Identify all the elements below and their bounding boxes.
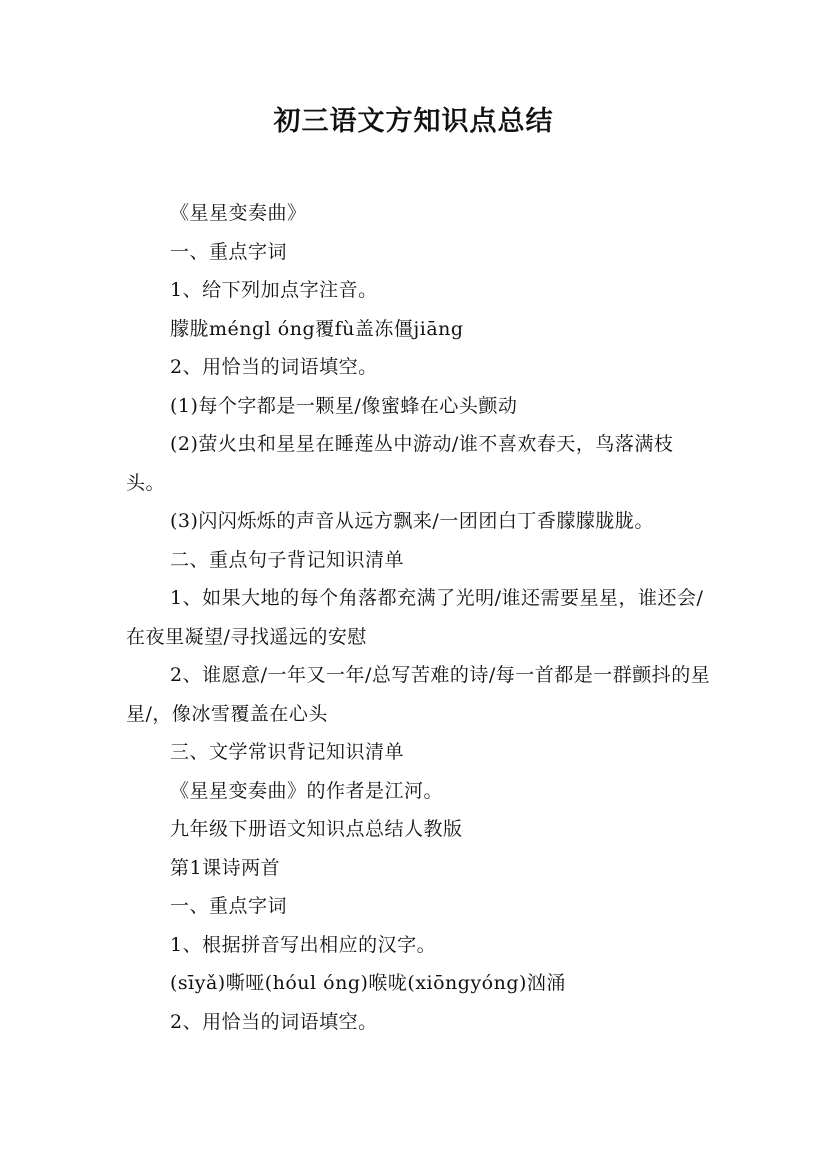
paragraph: 《星星变奏曲》的作者是江河。: [170, 779, 444, 802]
paragraph: 1、如果大地的每个角落都充满了光明/谁还需要星星，谁还会/在夜里凝望/寻找遥远的安慰: [126, 587, 704, 648]
paragraph: 朦胧méngl óng覆fù盖冻僵jiāng: [170, 317, 464, 340]
paragraph: 2、用恰当的词语填空。: [170, 1010, 378, 1033]
document-body: [126, 194, 711, 1041]
paragraph: 九年级下册语文知识点总结人教版: [170, 818, 463, 840]
document-title: 初三语文方知识点总结: [273, 106, 554, 137]
paragraph: 《星星变奏曲》: [170, 202, 307, 224]
paragraph: 2、谁愿意/一年又一年/总写苦难的诗/每一首都是一群颤抖的星星/，像冰雪覆盖在心头: [126, 664, 711, 725]
paragraph: 1、给下列加点字注音。: [170, 279, 378, 301]
paragraph: 一、重点字词: [170, 240, 288, 263]
paragraph: 一、重点字词: [170, 895, 288, 917]
paragraph: 2、用恰当的词语填空。: [170, 356, 378, 378]
paragraph: (sīyǎ)嘶哑(hóul óng)喉咙(xiōngyóng)汹涌: [170, 972, 566, 994]
paragraph: 二、重点句子背记知识清单: [170, 548, 405, 571]
paragraph: 三、文学常识背记知识清单: [170, 741, 405, 763]
paragraph: (2)萤火虫和星星在睡莲丛中游动/谁不喜欢春天，鸟落满枝头。: [126, 433, 674, 494]
paragraph: 1、根据拼音写出相应的汉字。: [170, 933, 437, 956]
paragraph: (1)每个字都是一颗星/像蜜蜂在心头颤动: [170, 394, 518, 417]
paragraph: 第1课诗两首: [170, 856, 281, 879]
paragraph: (3)闪闪烁烁的声音从远方飘来/一团团白丁香朦朦胧胧。: [170, 510, 654, 532]
